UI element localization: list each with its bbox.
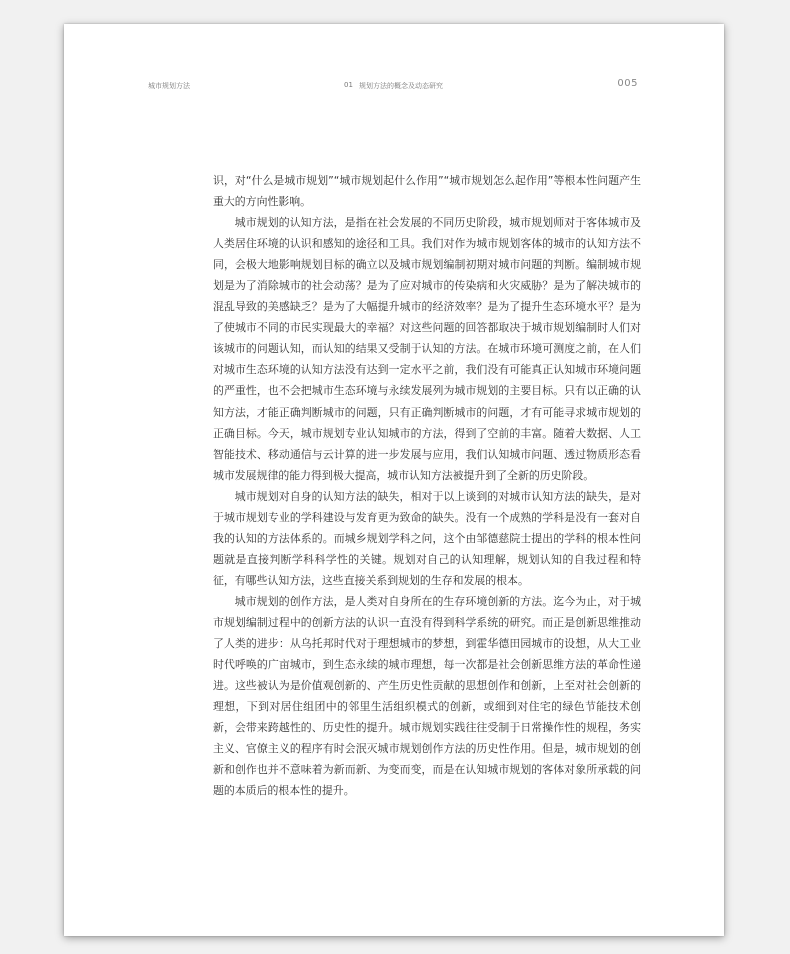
running-header-book-title: 城市规划方法 (148, 82, 190, 90)
body-text (213, 170, 641, 801)
page-number: 005 (617, 78, 638, 89)
running-header (148, 78, 638, 92)
paragraph: 城市规划的创作方法，是人类对自身所在的生存环境创新的方法。迄今为止，对于城市规划编制过程中的创新方法的认识一直没有得到科学系统的研究。而正是创新思维推动了人类的进步：从乌托邦时代对于理想城市的梦想，到霍华德田园城市的设想，从大工业时代呼唤的广亩城市，到生态永续的城市理想，每一次都是社会创新思维方法的革命性递进。这些被认为是价值观创新的、产生历史性贡献的思想创作和创新，上至对社会创新的理想，下到对居住组团中的邻里生活组织模式的创新，或细到对住宅的绿色节能技术创新，会带来跨越性的、历史性的提升。城市规划实践往往受制于日常操作性的规程，务实主义、官僚主义的程序有时会泯灭城市规划创作方法的历史性作用。但是，城市规划的创新和创作也并不意味着为新而新、为变而变，而是在认知城市规划的客体对象所承载的问题的本质后的根本性的提升。 (213, 594, 641, 798)
running-header-chapter-number: 01 (344, 81, 353, 89)
paragraph: 城市规划对自身的认知方法的缺失，相对于以上谈到的对城市认知方法的缺失，是对于城市规划专业的学科建设与发育更为致命的缺失。没有一个成熟的学科是没有一套对自我的认知的方法体系的。而城乡规划学科之问，这个由邹德慈院士提出的学科的根本性问题就是直接判断学科科学性的关键。规划对自己的认知理解，规划认知的自我过程和特征，有哪些认知方法，这些直接关系到规划的生存和发展的根本。 (213, 489, 641, 587)
running-header-chapter-title: 规划方法的概念及动态研究 (359, 82, 443, 90)
paragraph: 城市规划的认知方法，是指在社会发展的不同历史阶段，城市规划师对于客体城市及人类居住环境的认识和感知的途径和工具。我们对作为城市规划客体的城市的认知方法不同，会极大地影响规划目标的确立以及城市规划编制初期对城市问题的判断。编制城市规划是为了消除城市的社会动荡？是为了应对城市的传染病和火灾威胁？是为了解决城市的混乱导致的美感缺乏？是为了大幅提升城市的经济效率？是为了提升生态环境水平？是为了使城市不同的市民实现最大的幸福？对这些问题的回答都取决于城市规划编制时人们对该城市的问题认知，而认知的结果又受制于认知的方法。在城市环境可测度之前，在人们对城市生态环境的认知方法没有达到一定水平之前，我们没有可能真正认知城市环境问题的严重性，也不会把城市生态环境与永续发展列为城市规划的主要目标。只有以正确的认知方法，才能正确判断城市的问题，只有正确判断城市的问题，才有可能寻求城市规划的正确目标。今天，城市规划专业认知城市的方法，得到了空前的丰富。随着大数据、人工智能技术、移动通信与云计算的进一步发展与应用，我们认知城市问题、透过物质形态看城市发展规律的能力得到极大提高，城市认知方法被提升到了全新的历史阶段。 (213, 216, 641, 482)
paragraph: 识，对“什么是城市规划”“城市规划起什么作用”“城市规划怎么起作用”等根本性问题产生重大的方向性影响。 (213, 174, 641, 209)
